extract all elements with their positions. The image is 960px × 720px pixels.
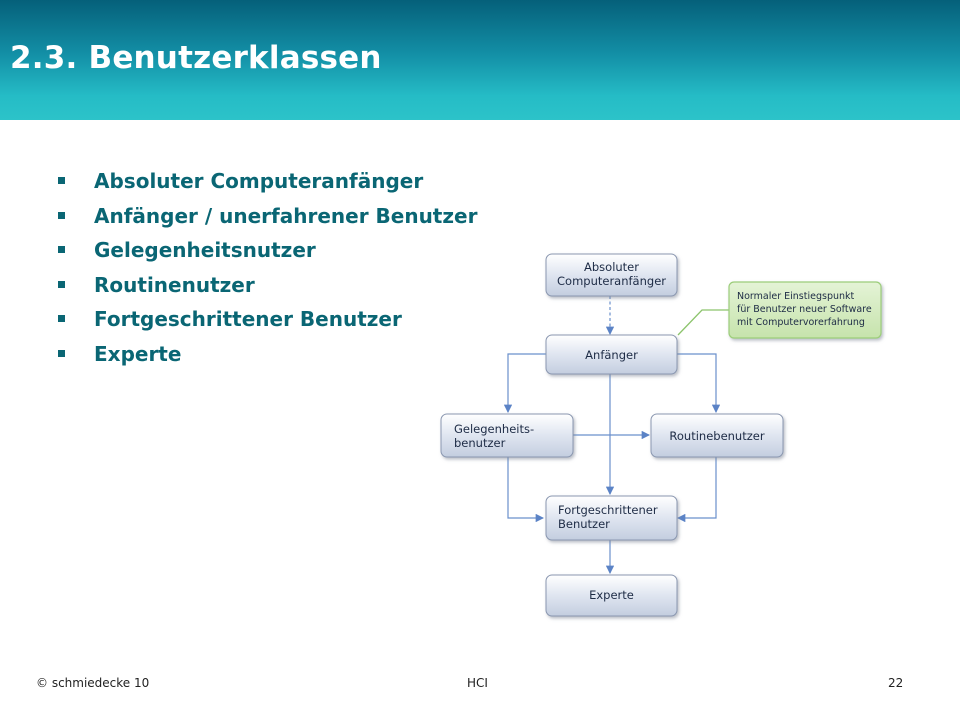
bullet-square-icon: [58, 212, 65, 219]
bullet-text: Routinenutzer: [94, 272, 255, 297]
bullet-square-icon: [58, 281, 65, 288]
node-absolut-line2: Computeranfänger: [557, 274, 666, 288]
bullet-item: [58, 339, 477, 374]
bullet-text: Experte: [94, 341, 182, 366]
edge-gelegenheit-fortgeschritten: [508, 457, 543, 518]
bullet-square-icon: [58, 177, 65, 184]
title-bar: [0, 0, 960, 120]
node-experte: [546, 575, 677, 616]
bullet-text: Absoluter Computeranfänger: [94, 169, 424, 193]
node-anfaenger: [546, 335, 677, 374]
bullet-text: Fortgeschrittener Benutzer: [94, 307, 402, 331]
footer-copyright: © schmiedecke 10: [36, 676, 150, 690]
bullet-square-icon: [58, 350, 65, 357]
edge-anfaenger-gelegenheit: [508, 354, 548, 412]
node-gelegenheit-line1: Gelegenheits-: [454, 422, 535, 436]
node-absolut-line1: Absoluter: [584, 260, 639, 274]
footer-page-number: 22: [888, 676, 904, 690]
bullet-square-icon: [58, 246, 65, 253]
node-routine-label: Routinebenutzer: [669, 429, 765, 443]
note-line2: für Benutzer neuer Software: [737, 304, 872, 315]
node-gelegenheit: [441, 414, 573, 457]
note-connector: [678, 310, 729, 335]
bullet-item: [58, 270, 477, 305]
bullet-square-icon: [58, 315, 65, 322]
edge-anfaenger-routine: [677, 354, 716, 412]
node-fortgeschritten: [546, 496, 677, 540]
node-fortgeschritten-line2: Benutzer: [558, 517, 610, 531]
bullet-item: [58, 235, 477, 270]
note-line3: mit Computervorerfahrung: [737, 317, 865, 328]
note-line1: Normaler Einstiegspunkt: [737, 291, 855, 302]
note-entry-point: [729, 282, 881, 338]
bullet-text: Gelegenheitsnutzer: [94, 238, 316, 262]
slide-title: 2.3. Benutzerklassen: [10, 40, 382, 76]
bullet-item: [58, 304, 477, 339]
user-class-diagram: [430, 240, 890, 625]
node-anfaenger-label: Anfänger: [585, 348, 638, 362]
node-absolut: [546, 254, 677, 296]
node-gelegenheit-line2: benutzer: [454, 436, 506, 450]
node-routine: [651, 414, 783, 457]
bullet-list: [58, 166, 477, 373]
edge-routine-fortgeschritten: [678, 457, 716, 518]
node-experte-label: Experte: [589, 588, 634, 602]
footer-course: HCI: [467, 676, 488, 690]
bullet-text: Anfänger / unerfahrener Benutzer: [94, 203, 478, 228]
node-fortgeschritten-line1: Fortgeschrittener: [558, 503, 658, 517]
bullet-item: [58, 166, 477, 201]
bullet-item: [58, 201, 477, 236]
